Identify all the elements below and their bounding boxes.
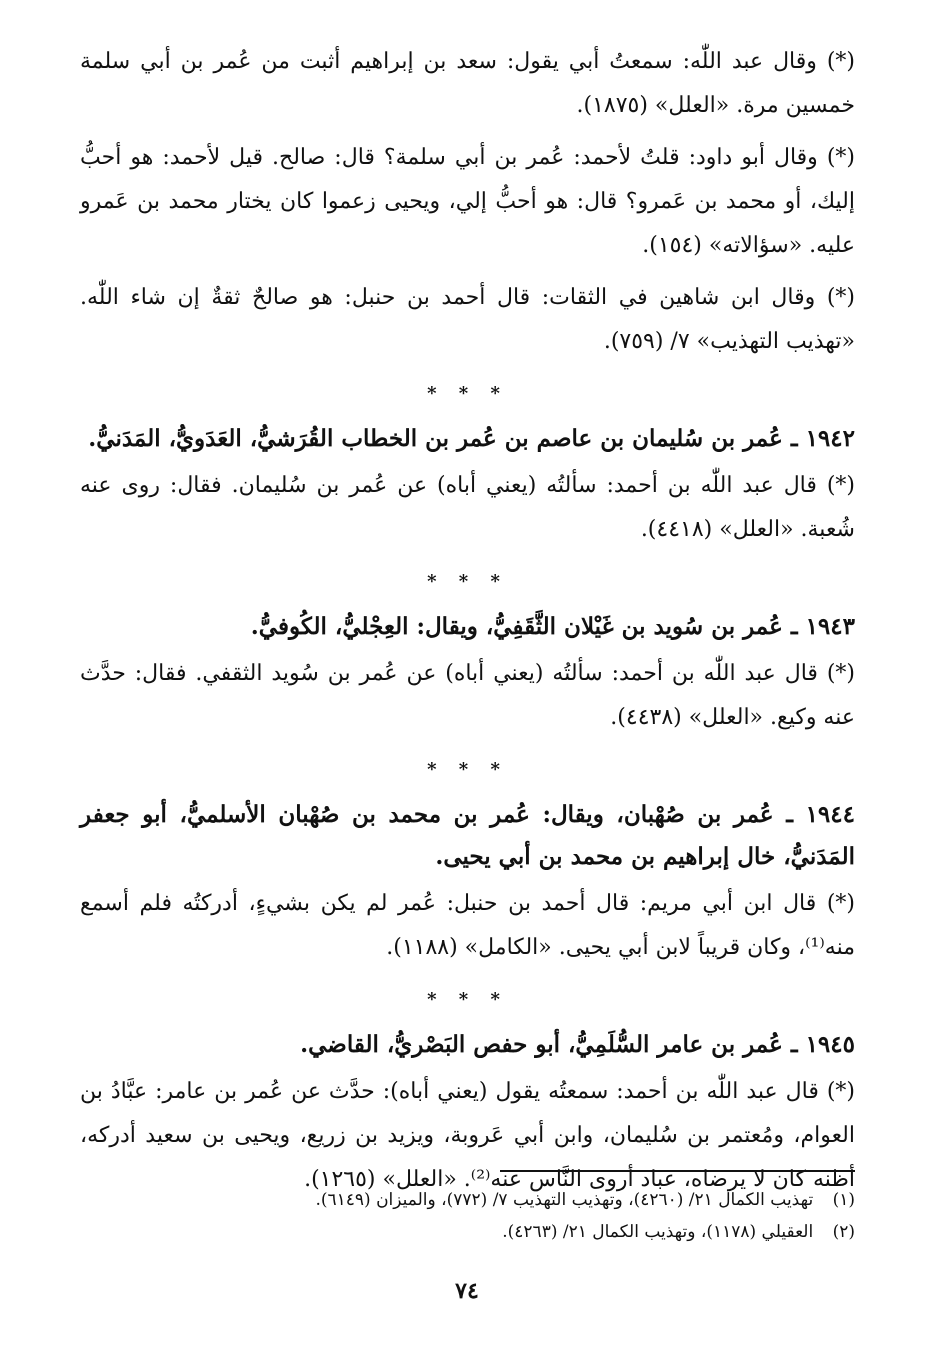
footnote-number: (١) bbox=[832, 1190, 855, 1210]
paragraph: (*) قال ابن أبي مريم: قال أحمد بن حنبل: عُمر لم يكن بشيءٍ، أدركتُه فلم أسمع منه⁽¹⁾، وكان قريباً لابن أبي يحيى. «الكامل» (١١٨٨). bbox=[80, 891, 855, 960]
footnotes bbox=[80, 1184, 855, 1248]
section-separator: * * * bbox=[427, 989, 508, 1010]
page-body bbox=[80, 40, 855, 1210]
paragraph: (*) وقال ابن شاهين في الثقات: قال أحمد بن حنبل: هو صالحٌ ثقةٌ إن شاء اللّٰه. «تهذيب التهذيب» ٧/ (٧٥٩). bbox=[80, 285, 855, 354]
paragraph: (*) قال عبد اللّٰه بن أحمد: سألتُه (يعني أباه) عن عُمر بن سُليمان. فقال: روى عنه شُعبة. «العلل» (٤٤١٨). bbox=[80, 473, 855, 542]
footnote-divider bbox=[500, 1170, 855, 1172]
entry-title: ١٩٤٥ ـ عُمر بن عامر السُّلَمِيُّ، أبو حفص البَصْريُّ، القاضي. bbox=[300, 1031, 855, 1058]
entry-title: ١٩٤٢ ـ عُمر بن سُليمان بن عاصم بن عُمر بن الخطاب القُرَشيُّ، العَدَويُّ، المَدَنيُّ. bbox=[88, 425, 855, 452]
page-number: ٧٤ bbox=[455, 1278, 479, 1304]
footnote bbox=[80, 1216, 855, 1248]
section-separator: * * * bbox=[427, 571, 508, 592]
paragraph: (*) قال عبد اللّٰه بن أحمد: سألتُه (يعني أباه) عن عُمر بن سُويد الثقفي. فقال: حدَّث عنه وكيع. «العلل» (٤٤٣٨). bbox=[80, 661, 855, 730]
section-separator: * * * bbox=[427, 759, 508, 780]
footnote bbox=[80, 1184, 855, 1216]
paragraph: (*) وقال أبو داود: قلتُ لأحمد: عُمر بن أبي سلمة؟ قال: صالح. قيل لأحمد: هو أحبُّ إليك، أو محمد بن عَمرو؟ قال: هو أحبُّ إلي، ويحيى زعموا كان يختار محمد بن عَمرو عليه. «سؤالاته» (١٥٤). bbox=[80, 145, 855, 258]
footnote-text: تهذيب الكمال ٢١/ (٤٢٦٠)، وتهذيب التهذيب ٧/ (٧٧٢)، والميزان (٦١٤٩). bbox=[315, 1190, 814, 1210]
paragraph: (*) قال عبد اللّٰه بن أحمد: سمعتُه يقول (يعني أباه): حدَّث عن عُمر بن عامر: عبَّادُ بن العوام، ومُعتمر بن سُليمان، وابن أبي عَروبة، ويزيد بن زريع، ويحيى بن سعيد أدركه، أظنه كان لا يرضاه، عباد أروى النَّاس عنه⁽²⁾. «العلل» (١٢٦٥). bbox=[80, 1079, 855, 1192]
section-separator: * * * bbox=[427, 383, 508, 404]
entry-title: ١٩٤٤ ـ عُمر بن صُهْبان، ويقال: عُمر بن محمد بن صُهْبان الأسلميُّ، أبو جعفر المَدَنيُّ، خال إبراهيم بن محمد بن أبي يحيى. bbox=[80, 801, 855, 870]
paragraph: (*) وقال عبد اللّٰه: سمعتُ أبي يقول: سعد بن إبراهيم أثبت من عُمر بن أبي سلمة خمسين مرة. «العلل» (١٨٧٥). bbox=[80, 49, 855, 118]
footnote-number: (٢) bbox=[832, 1222, 855, 1242]
entry-title: ١٩٤٣ ـ عُمر بن سُويد بن غَيْلان الثَّقَفِيُّ، ويقال: العِجْليُّ، الكُوفيُّ. bbox=[250, 613, 855, 640]
footnote-text: العقيلي (١١٧٨)، وتهذيب الكمال ٢١/ (٤٢٦٣). bbox=[502, 1222, 814, 1242]
